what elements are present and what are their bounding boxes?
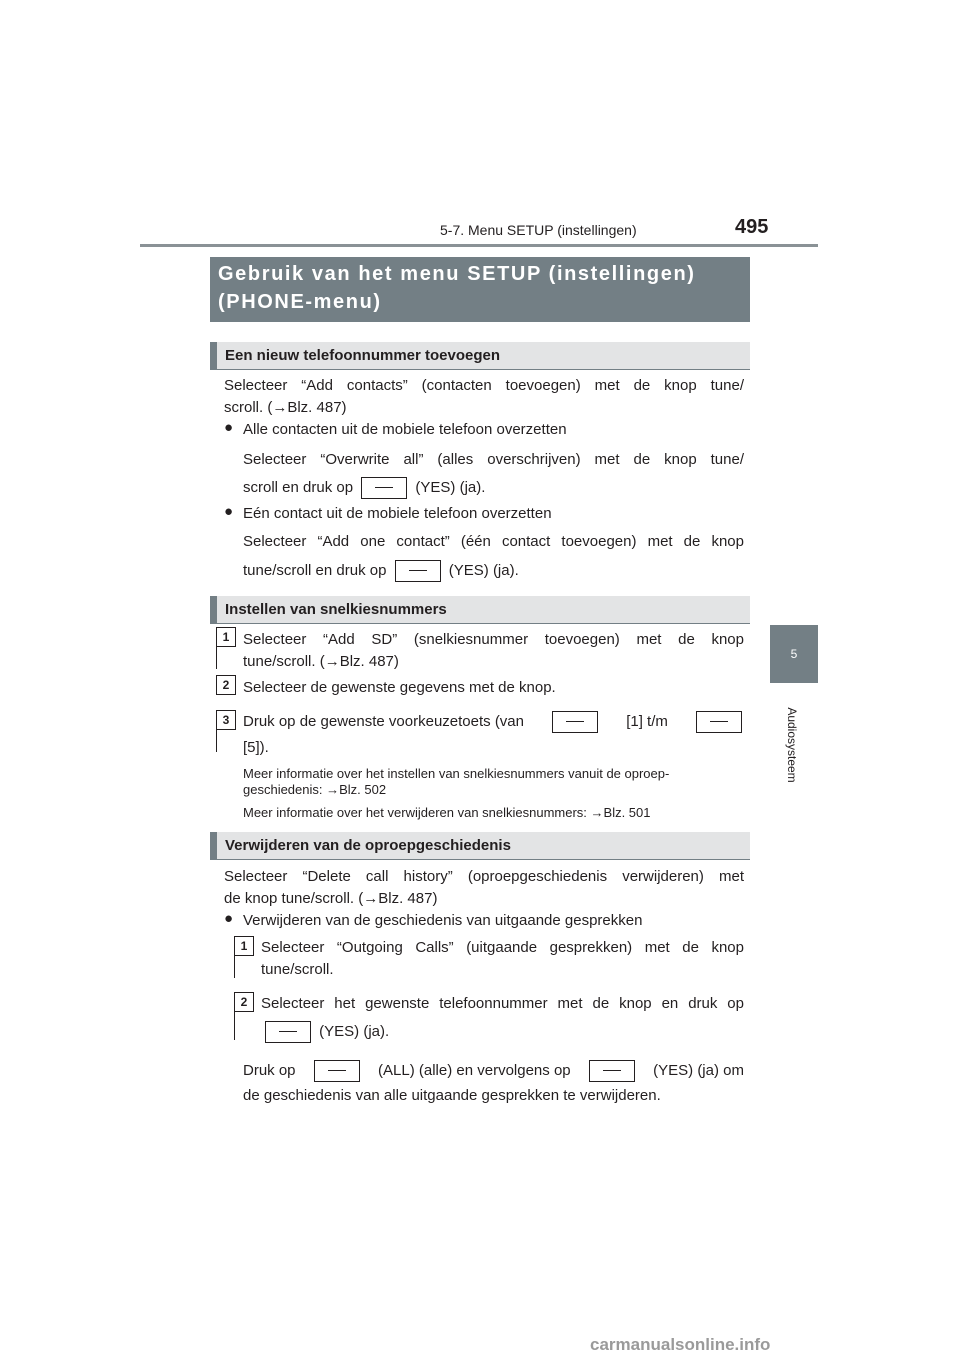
running-header-section: 5-7. Menu SETUP (instellingen) [440,222,637,238]
text: Druk op de gewenste voorkeuzetoets (van [243,713,524,730]
section2-step3-line1 [243,711,744,733]
section3-step1-line2: tune/scroll. [261,961,334,978]
step-line [216,730,217,752]
section-heading-speed-dial [210,596,750,624]
note2: Meer informatie over het verwijderen van snelkiesnummers: →Blz. 501 [243,805,651,820]
section1-intro-line1: Selecteer “Add contacts” (contacten toevoegen) met de knop tune/ [224,377,744,394]
step-number-1: 1 [234,936,254,956]
step-line [234,956,235,978]
key-icon [552,711,598,733]
section1-bullet1-line1: Selecteer “Overwrite all” (alles overschrijven) met de knop tune/ [243,451,744,468]
step-number-1: 1 [216,627,236,647]
key-icon [589,1060,635,1082]
section2-step2-text: Selecteer de gewenste gegevens met de knop. [243,679,556,696]
section3-step2-line2 [261,1021,389,1043]
section3-intro-line1: Selecteer “Delete call history” (oproepgeschiedenis verwijderen) met [224,868,744,885]
bullet-icon: ● [224,419,234,436]
section3-step1-line1: Selecteer “Outgoing Calls” (uitgaande gesprekken) met de knop [261,939,744,956]
section1-bullet1-title: Alle contacten uit de mobiele telefoon overzetten [243,421,567,438]
section3-bullet-title: Verwijderen van de geschiedenis van uitgaande gesprekken [243,912,643,929]
section1-bullet2-title: Eén contact uit de mobiele telefoon overzetten [243,505,552,522]
text: tune/scroll en druk op [243,562,387,579]
section-heading-text: Een nieuw telefoonnummer toevoegen [225,347,501,364]
section1-intro-line2: scroll. (→Blz. 487) [224,399,347,416]
key-icon [395,560,441,582]
section3-final-line2: de geschiedenis van alle uitgaande gesprekken te verwijderen. [243,1087,661,1104]
chapter-tab: 5 [770,625,818,683]
text: Druk op [243,1062,296,1079]
text: (ALL) (alle) en vervolgens op [378,1062,571,1079]
text: (YES) (ja). [319,1023,390,1040]
text: (YES) (ja). [448,562,519,579]
key-icon [361,477,407,499]
page-title-line1: Gebruik van het menu SETUP (instellingen) [218,263,696,285]
page-title-line2: (PHONE-menu) [218,291,382,313]
step-number-2: 2 [234,992,254,1012]
key-icon [265,1021,311,1043]
page-title-bar [210,257,750,322]
page-number: 495 [735,216,769,238]
section1-bullet2-line2 [243,560,519,582]
note1-line1: Meer informatie over het instellen van snelkiesnummers vanuit de oproep- [243,766,670,781]
step-line [216,647,217,669]
section1-bullet2-line1: Selecteer “Add one contact” (één contact toevoegen) met de knop [243,533,744,550]
note1-line2: geschiedenis: →Blz. 502 [243,782,387,797]
watermark: carmanualsonline.info [590,1335,771,1354]
section3-final-line1 [243,1060,744,1082]
section2-step3-line2: [5]). [243,739,269,756]
bullet-icon: ● [224,503,234,520]
header-rule [140,244,818,247]
bullet-icon: ● [224,910,234,927]
step-number-2: 2 [216,675,236,695]
key-icon [696,711,742,733]
section2-step1-line1: Selecteer “Add SD” (snelkiesnummer toevoegen) met de knop [243,631,744,648]
text: scroll en druk op [243,479,354,496]
section3-intro-line2: de knop tune/scroll. (→Blz. 487) [224,890,438,907]
step-line [234,1012,235,1040]
section3-step2-line1: Selecteer het gewenste telefoonnummer met de knop en druk op [261,995,744,1012]
section-heading-call-history [210,832,750,860]
section-heading-add-number [210,342,750,370]
chapter-label: Audiosysteem [785,707,799,783]
key-icon [314,1060,360,1082]
text: (YES) (ja). [415,479,486,496]
section-heading-text: Instellen van snelkiesnummers [225,601,447,618]
section1-bullet1-line2 [243,477,485,499]
text: (YES) (ja) om [653,1062,744,1079]
section-heading-text: Verwijderen van de oproepgeschiedenis [225,837,511,854]
section2-step1-line2: tune/scroll. (→Blz. 487) [243,653,399,670]
text: [1] t/m [626,713,668,730]
step-number-3: 3 [216,710,236,730]
